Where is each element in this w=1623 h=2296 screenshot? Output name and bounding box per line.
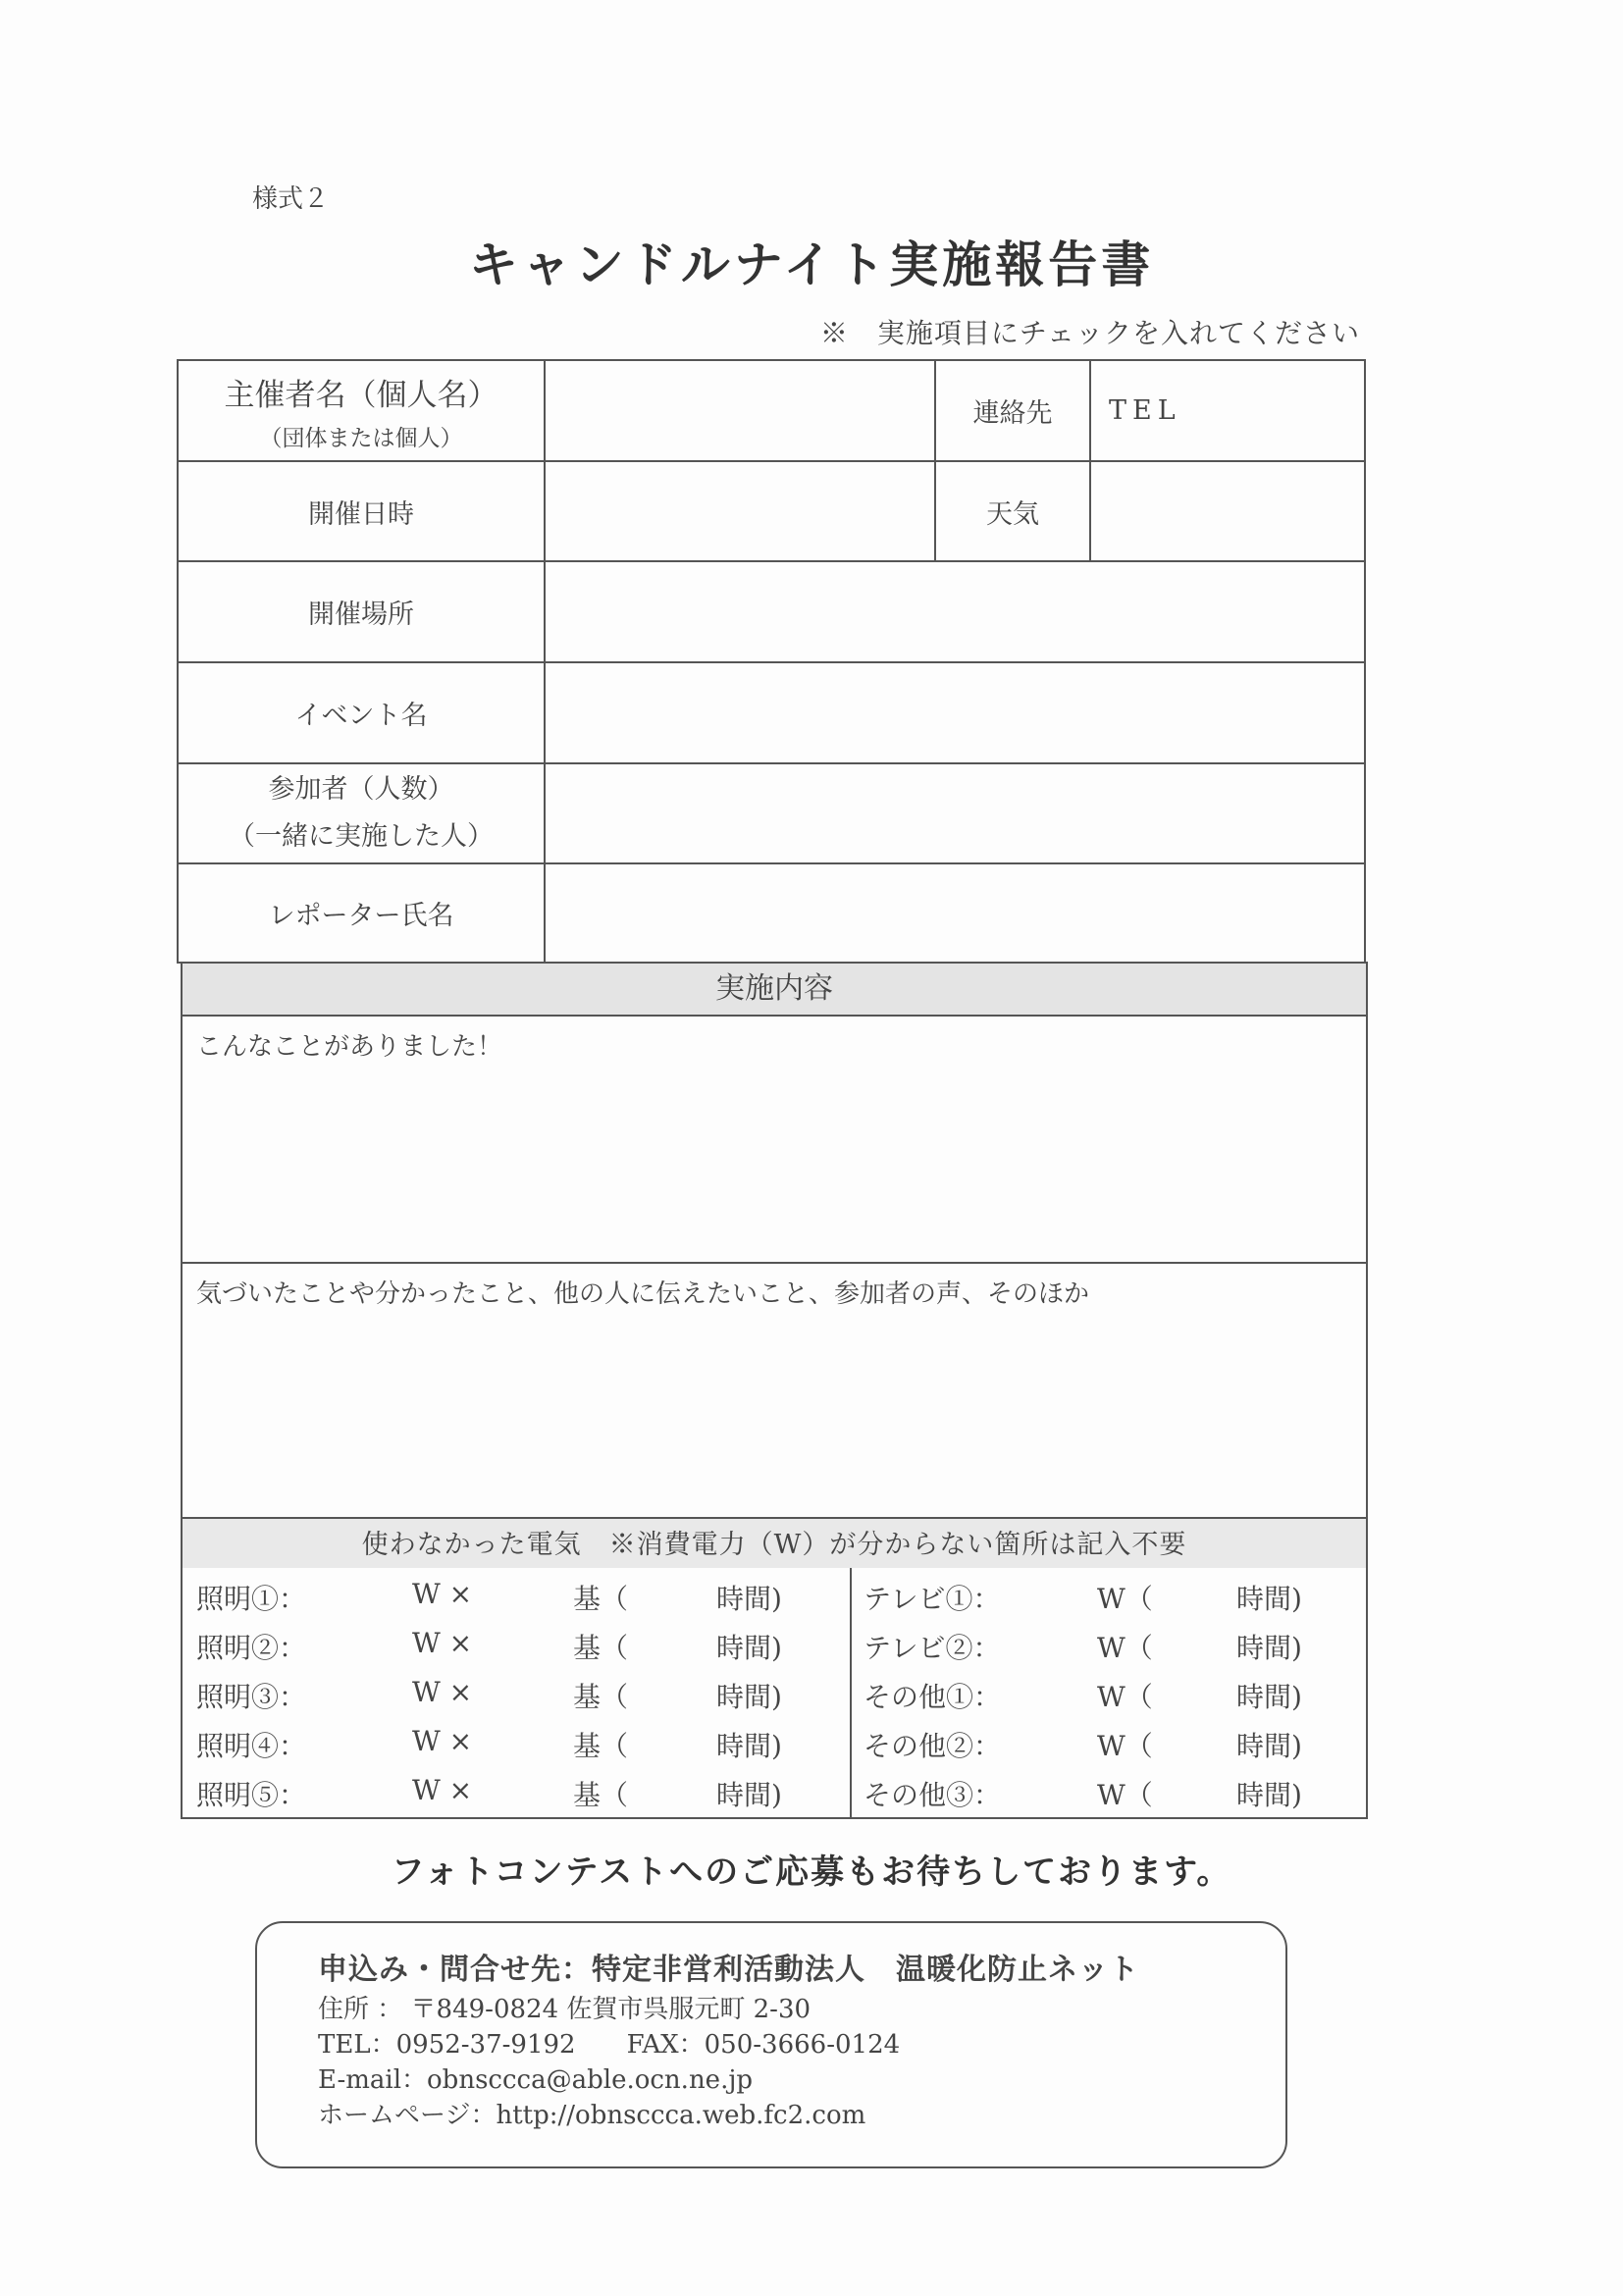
- other-appliance-list: [850, 1568, 1362, 1819]
- appliance-row[interactable]: [852, 1666, 1362, 1715]
- watt-unit: W ×: [412, 1578, 473, 1610]
- check-instruction: ※ 実施項目にチェックを入れてください: [819, 317, 1360, 349]
- hours-label: 時間): [716, 1632, 782, 1664]
- lighting-row[interactable]: [196, 1666, 834, 1715]
- venue-row: [178, 561, 1365, 662]
- participants-sublabel: （一緒に実施した人）: [229, 821, 494, 852]
- lighting-label: 照明②：: [196, 1632, 307, 1664]
- lighting-label: 照明⑤：: [196, 1779, 307, 1811]
- watt-unit: W（: [1097, 1583, 1153, 1615]
- lighting-label: 照明④：: [196, 1730, 307, 1762]
- appliance-row[interactable]: [852, 1715, 1362, 1764]
- watt-unit: W ×: [412, 1627, 473, 1659]
- organizer-label: 主催者名（個人名）: [224, 377, 498, 413]
- lighting-label: 照明①：: [196, 1583, 307, 1615]
- watt-unit: W（: [1097, 1730, 1153, 1762]
- appliance-label: テレビ②：: [864, 1632, 1001, 1664]
- participants-row: [178, 763, 1365, 863]
- contact-tel-fax: TEL：0952-37-9192 FAX：050-3666-0124: [318, 2030, 901, 2060]
- hours-label: 時間): [1236, 1681, 1302, 1713]
- form-number: 様式２: [252, 184, 330, 214]
- reporter-field[interactable]: [545, 863, 1365, 963]
- lighting-list: [196, 1568, 834, 1813]
- event-name-label: イベント名: [178, 662, 545, 763]
- watt-unit: W（: [1097, 1779, 1153, 1811]
- units-label: 基（: [573, 1681, 629, 1713]
- organizer-label-cell: [178, 360, 545, 461]
- units-label: 基（: [573, 1583, 629, 1615]
- contact-address: 住所 ： 〒849-0824 佐賀市呉服元町 2-30: [318, 1995, 812, 2024]
- organizer-row: [178, 360, 1365, 461]
- appliance-label: その他①：: [864, 1681, 1002, 1713]
- watt-unit: W ×: [412, 1676, 473, 1708]
- hours-label: 時間): [1236, 1583, 1302, 1615]
- hours-label: 時間): [716, 1730, 782, 1762]
- venue-label: 開催場所: [178, 561, 545, 662]
- weather-label: 天気: [935, 461, 1090, 561]
- hours-label: 時間): [1236, 1632, 1302, 1664]
- details-header: 実施内容: [183, 964, 1366, 1017]
- hours-label: 時間): [716, 1779, 782, 1811]
- contact-email[interactable]: E-mail：obnsccca@able.ocn.ne.jp: [318, 2065, 754, 2095]
- lighting-row[interactable]: [196, 1715, 834, 1764]
- appliance-row[interactable]: [852, 1764, 1362, 1813]
- event-name-row: [178, 662, 1365, 763]
- organizer-field[interactable]: [545, 360, 935, 461]
- watt-unit: W（: [1097, 1632, 1153, 1664]
- page-title: キャンドルナイト実施報告書: [468, 236, 1155, 293]
- appliance-label: テレビ①：: [864, 1583, 1001, 1615]
- contact-label: 連絡先: [935, 360, 1090, 461]
- appliance-label: その他②：: [864, 1730, 1002, 1762]
- hours-label: 時間): [1236, 1779, 1302, 1811]
- happened-area[interactable]: [183, 1017, 1366, 1264]
- contact-heading: 申込み・問合せ先：特定非営利活動法人 温暖化防止ネット: [318, 1953, 1139, 1987]
- hours-label: 時間): [1236, 1730, 1302, 1762]
- appliance-row[interactable]: [852, 1568, 1362, 1617]
- happened-label: こんなことがありました！: [196, 1032, 503, 1062]
- info-table: [177, 359, 1366, 964]
- units-label: 基（: [573, 1730, 629, 1762]
- contact-box: [255, 1921, 1287, 2168]
- notices-area[interactable]: [183, 1264, 1366, 1519]
- watt-unit: W（: [1097, 1681, 1153, 1713]
- reporter-row: [178, 863, 1365, 963]
- lighting-label: 照明③：: [196, 1681, 307, 1713]
- details-box: [181, 962, 1368, 1819]
- reporter-label: レポーター氏名: [178, 863, 545, 963]
- units-label: 基（: [573, 1779, 629, 1811]
- power-header: 使わなかった電気 ※消費電力（W）が分からない箇所は記入不要: [183, 1519, 1366, 1568]
- participants-label: 参加者（人数）: [268, 774, 454, 805]
- weather-field[interactable]: [1090, 461, 1365, 561]
- contact-homepage[interactable]: ホームページ：http://obnsccca.web.fc2.com: [318, 2101, 866, 2130]
- event-name-field[interactable]: [545, 662, 1365, 763]
- participants-label-cell: [178, 763, 545, 863]
- watt-unit: W ×: [412, 1774, 473, 1806]
- hours-label: 時間): [716, 1583, 782, 1615]
- datetime-row: [178, 461, 1365, 561]
- organizer-sublabel: （団体または個人）: [259, 425, 463, 451]
- units-label: 基（: [573, 1632, 629, 1664]
- appliance-row[interactable]: [852, 1617, 1362, 1666]
- datetime-label: 開催日時: [178, 461, 545, 561]
- lighting-row[interactable]: [196, 1568, 834, 1617]
- photo-contest-notice: フォトコンテストへのご応募もお待ちしております。: [391, 1852, 1232, 1892]
- venue-field[interactable]: [545, 561, 1365, 662]
- lighting-row[interactable]: [196, 1617, 834, 1666]
- contact-field[interactable]: TEL: [1090, 360, 1365, 461]
- participants-field[interactable]: [545, 763, 1365, 863]
- power-section: [183, 1568, 1366, 1821]
- datetime-field[interactable]: [545, 461, 935, 561]
- appliance-label: その他③：: [864, 1779, 1002, 1811]
- watt-unit: W ×: [412, 1725, 473, 1757]
- lighting-row[interactable]: [196, 1764, 834, 1813]
- notices-label: 気づいたことや分かったこと、他の人に伝えたいこと、参加者の声、そのほか: [196, 1279, 1090, 1309]
- hours-label: 時間): [716, 1681, 782, 1713]
